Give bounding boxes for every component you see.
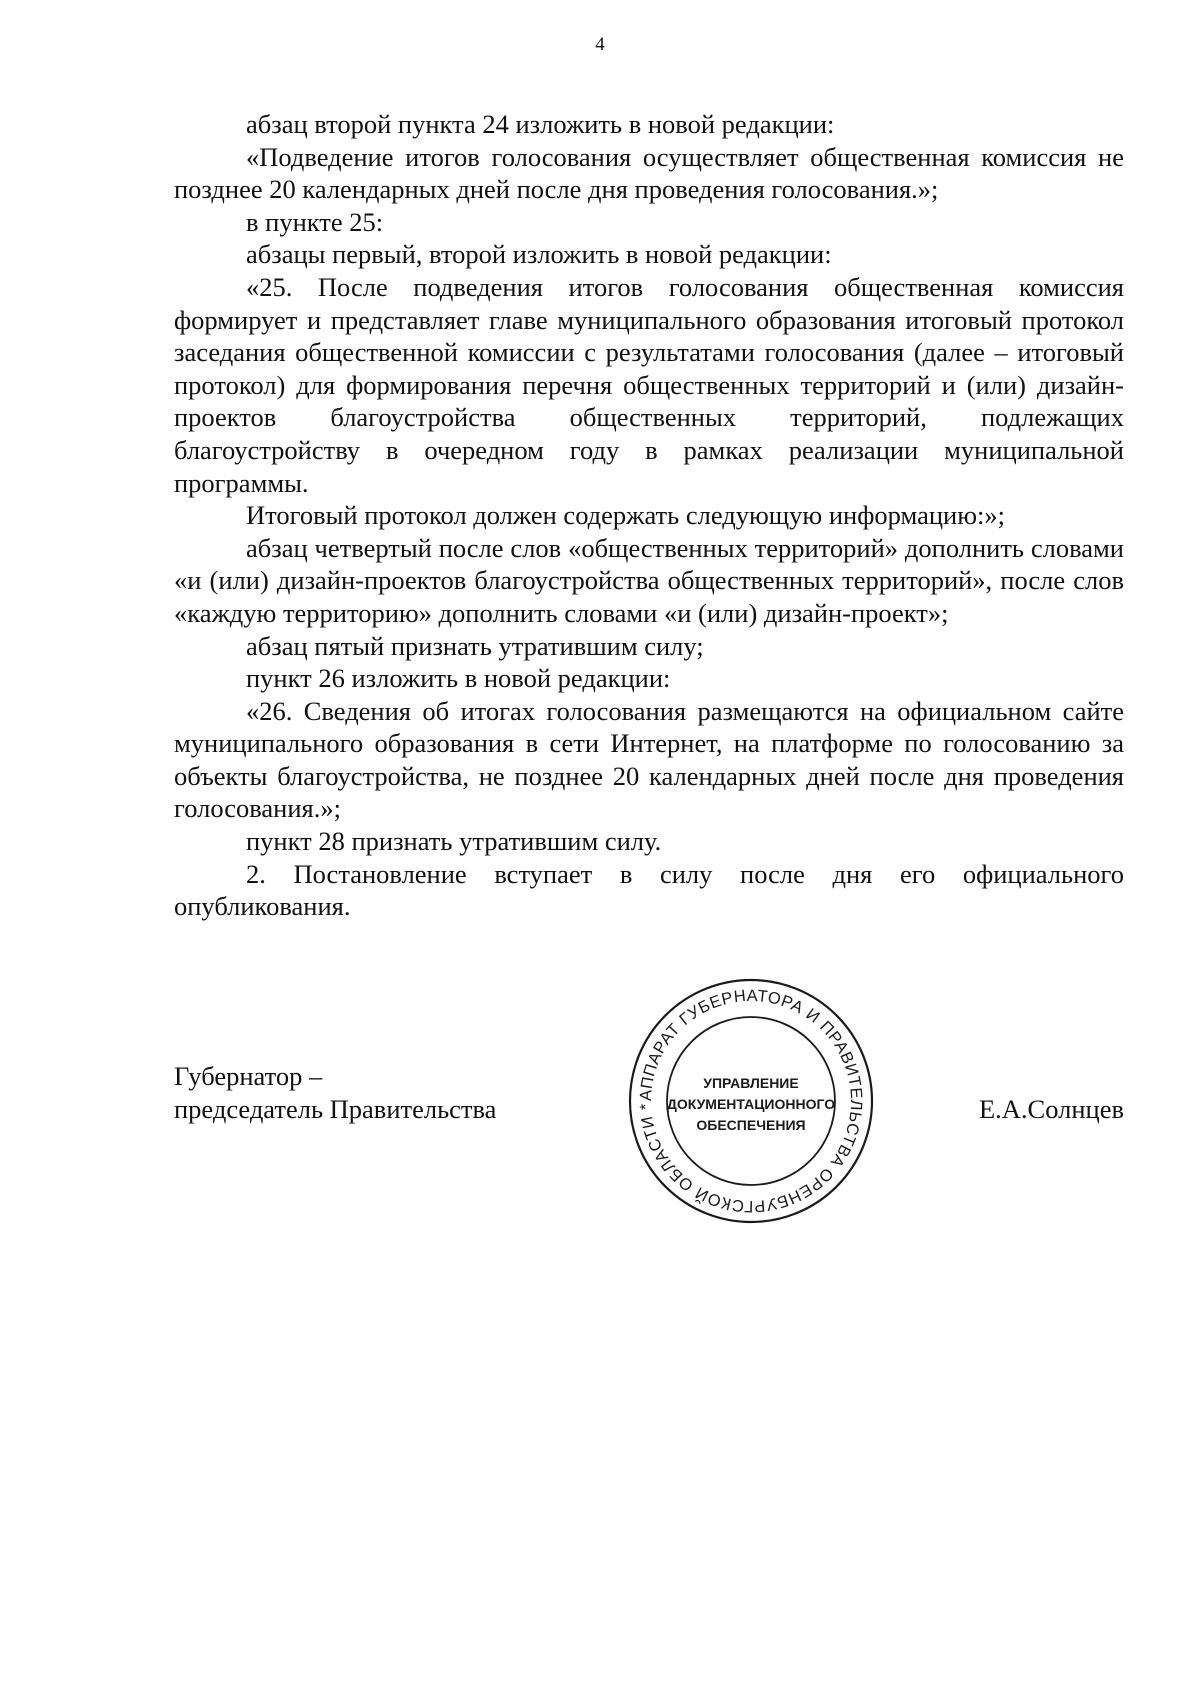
paragraph-12: 2. Постановление вступает в силу после дня его официального опубликования.: [174, 858, 1124, 922]
paragraph-9: пункт 26 изложить в новой редакции:: [246, 663, 671, 694]
seal-center-text: [667, 1075, 835, 1133]
seal-center-line2: ДОКУМЕНТАЦИОННОГО: [666, 1096, 836, 1112]
paragraph-2: «Подведение итогов голосования осуществляет общественная комиссия не позднее 20 календарных дней после дня проведения голосования.»;: [174, 141, 1124, 205]
page-number: 4: [595, 34, 605, 55]
paragraph-11: пункт 28 признать утратившим силу.: [246, 826, 662, 857]
document-body: [174, 108, 1124, 923]
signatory-title-line1: Губернатор –: [174, 1061, 323, 1091]
seal-center-line1: УПРАВЛЕНИЕ: [703, 1075, 799, 1091]
paragraph-3: в пункте 25:: [246, 206, 384, 237]
seal-center-line3: ОБЕСПЕЧЕНИЯ: [696, 1117, 806, 1133]
signatory-title: [174, 1060, 496, 1125]
paragraph-8: абзац пятый признать утратившим силу;: [246, 630, 704, 661]
paragraph-4: абзацы первый, второй изложить в новой редакции:: [246, 239, 832, 270]
paragraph-1: абзац второй пункта 24 изложить в новой редакции:: [246, 109, 835, 139]
signatory-name: Е.А.Солнцев: [978, 1093, 1124, 1124]
signatory-title-line2: председатель Правительства: [174, 1093, 497, 1124]
paragraph-7: абзац четвертый после слов «общественных территорий» дополнить словами «и (или) дизайн-проектов благоустройства общественных территорий», после слов «каждую территорию» дополнить словами «и (или) дизайн-проект»;: [174, 532, 1124, 628]
paragraph-10: «26. Сведения об итогах голосования размещаются на официальном сайте муниципального образования в сети Интернет, на платформе по голосованию за объекты благоустройства, не позднее 20 календарных дней после дня проведения голосования.»;: [174, 695, 1124, 824]
paragraph-6: Итоговый протокол должен содержать следующую информацию:»;: [246, 500, 1005, 531]
official-seal: [626, 976, 876, 1226]
seal-ring-text: АППАРАТ ГУБЕРНАТОРА И ПРАВИТЕЛЬСТВА ОРЕНБУРГСКОЙ ОБЛАСТИ *: [636, 986, 866, 1216]
paragraph-5: «25. После подведения итогов голосования общественная комиссия формирует и представляет главе муниципального образования итоговый протокол заседания общественной комиссии с результатами голосования (далее – итоговый протокол) для формирования перечня общественных территорий и (или) дизайн-проектов благоустройства общественных территорий, подлежащих благоустройству в очередном году в рамках реализации муниципальной программы.: [174, 271, 1124, 498]
